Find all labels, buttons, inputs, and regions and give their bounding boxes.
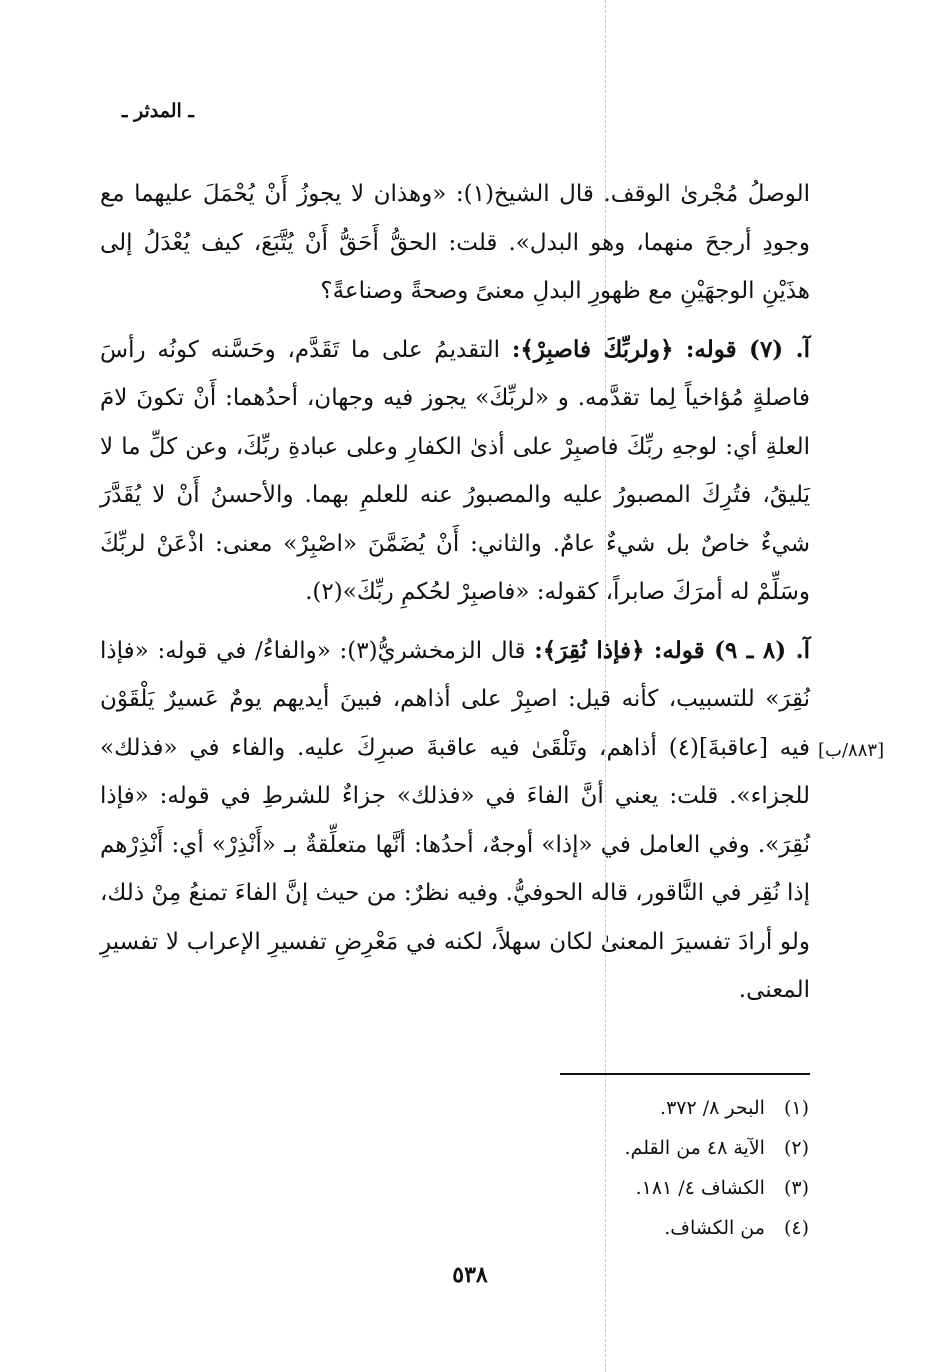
main-text	[100, 170, 810, 1025]
paragraph-text: الوصلُ مُجْرىٰ الوقف. قال الشيخ(١): «وهذان لا يجوزُ أَنْ يُحْمَلَ عليهما مع وجودِ أرجحَ منهما، وهو البدل». قلت: الحقُّ أَحَقُّ أَنْ يُتَّبَعَ، كيف يُعْدَلُ إلى هذَيْنِ الوجهَيْنِ مع ظهورِ البدلِ معنىً وصحةً وصناعةً؟	[100, 181, 811, 304]
page-number: ٥٣٨	[452, 1262, 488, 1288]
manuscript-folio-note: [٨٨٣/ب]	[818, 740, 885, 761]
paragraph-lead: آ. (٨ ـ ٩) قوله: ﴿فإذا نُقِرَ﴾:	[534, 636, 810, 664]
paragraph-lead: آ. (٧) قوله: ﴿ولربِّكَ فاصبِرْ﴾:	[511, 335, 811, 363]
running-header: ـ المدثر ـ	[121, 100, 194, 122]
footnote-2	[389, 1128, 809, 1168]
footnote-number: (١)	[783, 1097, 809, 1119]
paragraph-3	[100, 627, 810, 1015]
paragraph-text: التقديمُ على ما تَقَدَّم، وحَسَّنه كونُه رأسَ فاصلةٍ مُؤاخياً لِما تقدَّمه. و «لربِّكَ» يجوز فيه وجهان، أحدُهما: أَنْ تكونَ لامَ العلةِ أي: لوجهِ ربِّكَ فاصبِرْ على أذىٰ الكفارِ وعلى عبادةِ ربِّكَ، وعن كلِّ ما لا يَليقُ، فتُرِكَ المصبورُ عليه والمصبورُ عنه للعلمِ بهما. والأحسنُ أَنْ لا يُقَدَّرَ شيءٌ خاصٌ بل شيءٌ عامٌ. والثاني: أَنْ يُضَمَّنَ «اصْبِرْ» معنى: اذْعَنْ لربِّكَ وسَلِّمْ له أمرَكَ صابراً، كقوله: «فاصبِرْ لحُكمِ ربِّكَ»(٢).	[100, 336, 811, 605]
footnote-4	[389, 1208, 809, 1248]
footnote-number: (٤)	[783, 1217, 809, 1239]
footnote-text: الآية ٤٨ من القلم.	[624, 1137, 765, 1159]
footnote-divider	[560, 1073, 810, 1075]
footnote-text: البحر ٨/ ٣٧٢.	[660, 1097, 765, 1119]
paragraph-2	[100, 326, 810, 617]
footnotes	[389, 1088, 809, 1248]
footnote-3	[389, 1168, 809, 1208]
paragraph-1	[100, 170, 810, 316]
footnote-text: من الكشاف.	[664, 1217, 765, 1239]
paragraph-text: قال الزمخشريُّ(٣): «والفاءُ/ في قوله: «فإذا نُقِرَ» للتسبيب، كأنه قيل: اصبِرْ على أذاهم، فبينَ أيديهم يومٌ عَسيرٌ يَلْقَوْن فيه [عاقبةَ](٤) أذاهم، وتَلْقَىٰ فيه عاقبةَ صبرِكَ عليه. والفاء في «فذلك» للجزاء». قلت: يعني أنَّ الفاءَ في «فذلك» جزاءٌ للشرطِ في قوله: «فإذا نُقِرَ». وفي العامل في «إذا» أوجهٌ، أحدُها: أنَّها متعلِّقةٌ بـ «أَنْذِرْ» أي: أَنْذِرْهم إذا نُقِر في النَّاقور، قاله الحوفيُّ. وفيه نظرٌ: من حيث إنَّ الفاءَ تمنعُ مِنْ ذلك، ولو أرادَ تفسيرَ المعنىٰ لكان سهلاً، لكنه في مَعْرِضِ تفسيرِ الإعراب لا تفسيرِ المعنى.	[100, 637, 810, 1003]
footnote-number: (٢)	[783, 1137, 809, 1159]
footnote-number: (٣)	[783, 1177, 809, 1199]
footnote-1	[389, 1088, 809, 1128]
footnote-text: الكشاف ٤/ ١٨١.	[635, 1177, 765, 1199]
